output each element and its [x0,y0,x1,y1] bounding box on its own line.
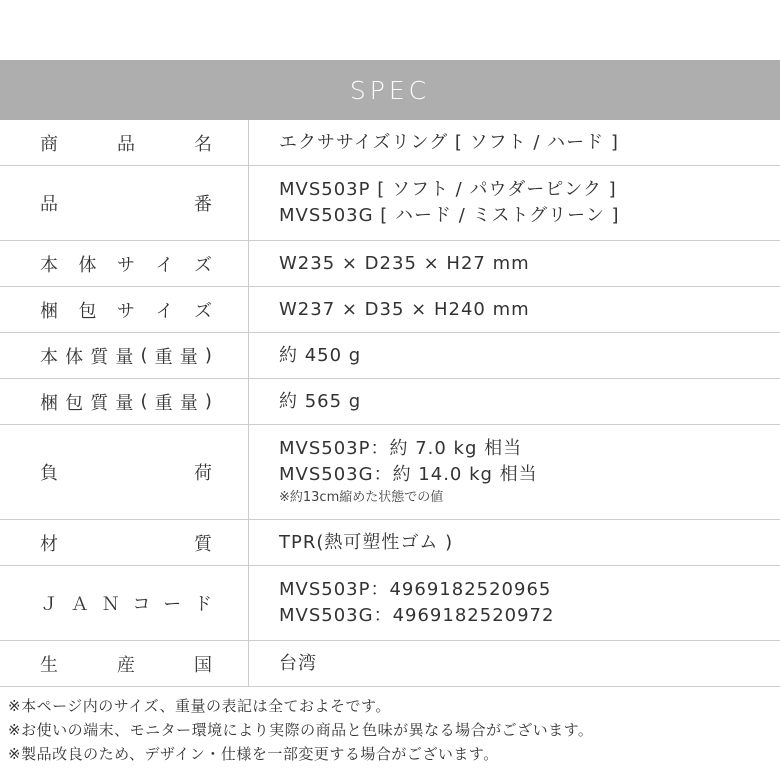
row-value [249,641,780,687]
row-label [0,333,249,379]
product-weight: 約 450 g [279,344,362,366]
label-char: 重 [154,346,173,368]
row-value [249,166,780,241]
row-label [0,425,249,520]
jan-code-p: MVS503P：4969182520965 [279,579,552,600]
label-char: ) [204,391,212,412]
label-char: イ [155,300,174,322]
label-char: 生 [40,654,58,676]
label-char: ズ [194,300,212,322]
row-label [0,287,249,333]
product-name: エクササイズリング [ ソフト / ハード ] [279,131,619,153]
label-char: 質 [90,346,109,368]
label-char: サ [117,254,135,276]
label-char: 質 [194,533,212,555]
row-label [0,241,249,287]
label-char: 体 [78,254,97,276]
table-row [0,425,780,520]
label-char: 量 [179,392,198,414]
label-char: ) [204,345,212,366]
jan-code-g: MVS503G：4969182520972 [279,605,555,626]
footnote: ※本ページ内のサイズ、重量の表記は全ておよそです。 [8,697,391,715]
table-row [0,166,780,241]
footnotes [8,694,778,766]
label-char: 包 [65,392,84,414]
row-label [0,379,249,425]
label-char: 品 [40,194,58,215]
spec-table [0,120,780,687]
material: TPR(熱可塑性ゴム ) [279,531,454,553]
label-char: Ｎ [101,594,120,615]
row-value [249,241,780,287]
label-char: 重 [154,392,173,414]
label-char: ド [193,594,212,615]
label-char: 材 [40,533,58,555]
row-value [249,120,780,166]
label-char: 包 [78,300,97,322]
label-char: 梱 [40,300,58,322]
product-size: W235 × D235 × H27 mm [279,252,530,274]
spec-title: SPEC [349,75,431,105]
table-row [0,520,780,566]
load-g: MVS503G：約 14.0 kg 相当 [279,464,538,485]
label-char: サ [117,300,135,322]
label-char: 国 [194,654,212,676]
label-char: 荷 [194,463,212,484]
row-value [249,287,780,333]
label-char: 本 [40,254,58,276]
label-char: 負 [40,463,58,484]
label-char: 名 [194,133,212,155]
table-row [0,379,780,425]
row-value [249,333,780,379]
label-char: 量 [115,392,134,414]
row-value [249,379,780,425]
row-label [0,120,249,166]
row-label [0,166,249,241]
footnote: ※製品改良のため、デザイン・仕様を一部変更する場合がございます。 [8,745,499,763]
table-row [0,241,780,287]
load-p: MVS503P：約 7.0 kg 相当 [279,438,523,459]
table-row [0,120,780,166]
label-char: 梱 [40,392,58,414]
label-char: 品 [117,133,135,155]
country-of-origin: 台湾 [279,652,317,674]
model-number-p: MVS503P [ ソフト / パウダーピンク ] [279,179,617,200]
label-char: 番 [194,194,212,215]
label-char: 量 [179,346,198,368]
label-char: 質 [90,392,109,414]
label-char: Ａ [70,594,89,615]
package-weight: 約 565 g [279,390,362,412]
label-char: ー [163,594,182,615]
model-number-g: MVS503G [ ハード / ミストグリーン ] [279,205,620,226]
label-char: ズ [194,254,212,276]
table-row [0,287,780,333]
footnote: ※お使いの端末、モニター環境により実際の商品と色味が異なる場合がございます。 [8,721,594,739]
load-note: ※約13cm縮めた状態での値 [279,490,444,505]
spec-header [0,60,780,120]
label-char: 産 [117,654,135,676]
label-char: ( [140,345,148,366]
label-char: 量 [115,346,134,368]
row-label [0,520,249,566]
label-char: Ｊ [40,594,58,615]
row-value [249,520,780,566]
label-char: 体 [65,346,84,368]
table-row [0,641,780,687]
label-char: コ [132,594,151,615]
row-label [0,641,249,687]
label-char: ( [140,391,148,412]
package-size: W237 × D35 × H240 mm [279,298,530,320]
row-label [0,566,249,641]
row-value [249,566,780,641]
label-char: 商 [40,133,58,155]
table-row [0,566,780,641]
label-char: 本 [40,346,58,368]
table-row [0,333,780,379]
row-value [249,425,780,520]
label-char: イ [155,254,174,276]
